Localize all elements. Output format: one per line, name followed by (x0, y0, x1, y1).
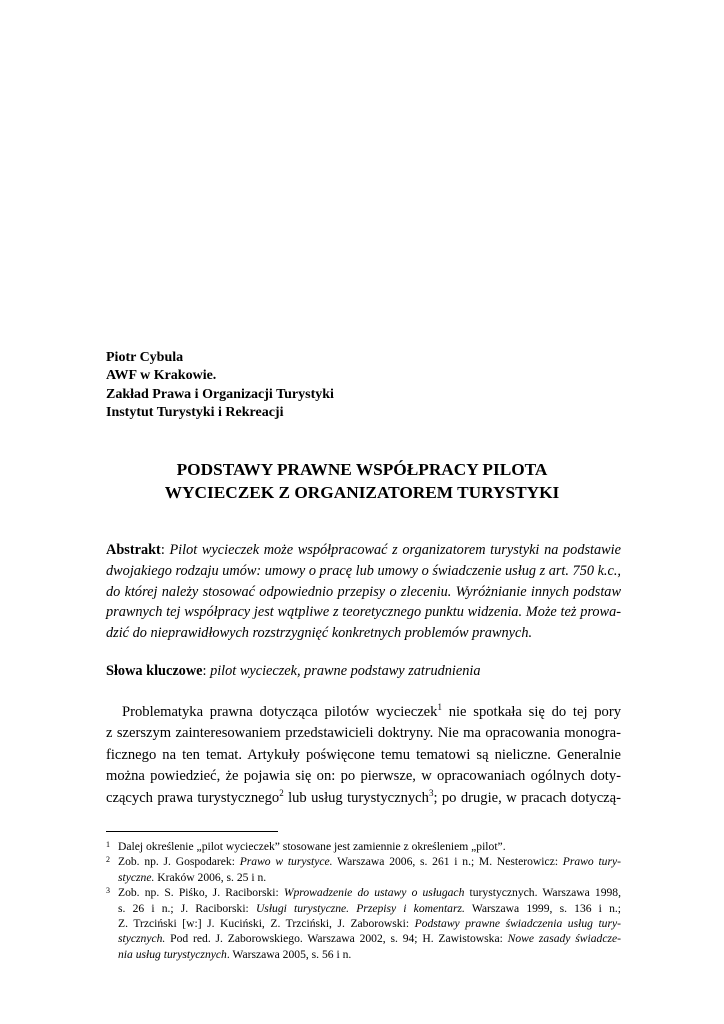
footnote-text: s. 26 i n.; J. Raciborski: Usługi turystyczne. Przepisy i komentarz. Warszawa 1999, s. 136 i n.; (118, 901, 621, 915)
author-institution: AWF w Krakowie. (106, 368, 217, 384)
footnote-number: 2 (106, 855, 110, 865)
abstract-label: Abstrakt (106, 542, 161, 558)
footnote-number: 1 (106, 840, 110, 849)
footnote-ref[interactable]: 1 (437, 702, 442, 713)
abstract (106, 540, 621, 644)
abstract-line: dzić do nieprawidłowych rozstrzygnięć konkretnych problemów prawnych. (106, 625, 533, 642)
footnote-3 (106, 885, 621, 962)
footnote-number: 3 (106, 886, 110, 896)
abstract-line: Abstrakt: Pilot wycieczek może współpracować z organizatorem turystyki na podstawie (106, 542, 622, 558)
author-name: Piotr Cybula (106, 350, 184, 365)
title-line-2: WYCIECZEK Z ORGANIZATOREM TURYSTYKI (164, 483, 560, 502)
body-line: ficznego na ten temat. Artykuły poświęcone temu tematowi są nieliczne. Generalnie (106, 746, 621, 763)
footnote-text: styczne. Kraków 2006, s. 25 i n. (118, 870, 267, 884)
body-line: czących prawa turystycznego$^2$ lub usług turystycznych$^3$; po drugie, w pracach dotyczą- (106, 787, 621, 806)
keywords-label: Słowa kluczowe (106, 663, 203, 679)
footnote-ref[interactable]: 2 (279, 787, 284, 798)
footnote-text: Dalej określenie „pilot wycieczek” stosowane jest zamiennie z określeniem „pilot”. (118, 840, 506, 853)
author-unit: Instytut Turystyki i Rekreacji (106, 404, 284, 420)
footnote-text: stycznych. Pod red. J. Zaborowskiego. Warszawa 2002, s. 94; H. Zawistowska: Nowe zasady świadcze- (118, 932, 621, 946)
footnote-1 (106, 839, 621, 854)
abstract-line: dwojakiego rodzaju umów: umowy o pracę lub umowy o świadczenie usług z art. 750 k.c., (106, 562, 621, 579)
abstract-line: prawnych tej współpracy jest wątpliwe z teoretycznego punktu widzenia. Może też prowa- (106, 604, 621, 621)
body-line: Problematyka prawna dotycząca pilotów wycieczek$^1$ nie spotkała się do tej pory (122, 702, 621, 720)
footnote-ref[interactable]: 3 (428, 787, 434, 798)
body-paragraph (106, 702, 621, 809)
abstract-line: do której należy stosować odpowiednio przepisy o zleceniu. Wyróżnianie innych podstaw (106, 583, 621, 600)
footnote-2 (106, 854, 621, 885)
title-line-1: PODSTAWY PRAWNE WSPÓŁPRACY PILOTA (176, 460, 548, 479)
keywords-text: pilot wycieczek, prawne podstawy zatrudnienia (210, 663, 481, 679)
footnotes (106, 839, 621, 962)
author-affiliation (106, 349, 334, 422)
footnote-text: Zob. np. S. Piśko, J. Raciborski: Wprowadzenie do ustawy o usługach turystycznych. Warszawa 1998, (118, 886, 621, 900)
footnote-text: nia usług turystycznych. Warszawa 2005, s. 56 i n. (118, 947, 352, 961)
keywords: Słowa kluczowe: pilot wycieczek, prawne podstawy zatrudnienia (106, 663, 481, 679)
body-line: można powiedzieć, że pojawia się on: po pierwsze, w opracowaniach ogólnych doty- (106, 768, 621, 785)
footnote-text: Zob. np. J. Gospodarek: Prawo w turystyce. Warszawa 2006, s. 261 i n.; M. Nesterowicz: Prawo tury- (118, 855, 621, 869)
paper-title (106, 458, 618, 504)
footnote-separator (106, 831, 278, 832)
body-line: z szerszym zainteresowaniem przedstawicieli doktryny. Nie ma opracowania monogra- (106, 725, 621, 742)
footnote-text: Z. Trzciński [w:] J. Kuciński, Z. Trzciński, J. Zaborowski: Podstawy prawne świadczenia usług tury- (118, 916, 621, 930)
author-department: Zakład Prawa i Organizacji Turystyki (106, 386, 334, 402)
